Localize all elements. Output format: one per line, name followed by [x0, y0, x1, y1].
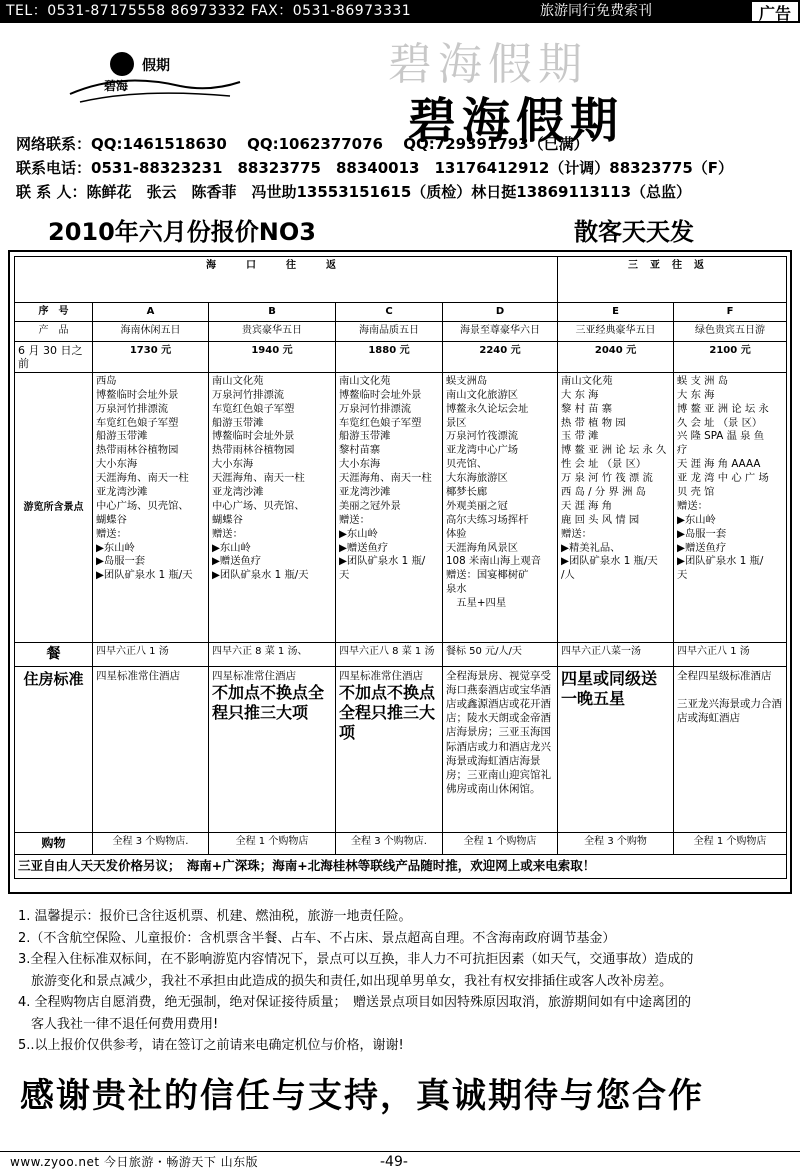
sight-item: ▶东山岭	[212, 541, 251, 554]
sight-item: ▶岛服一套	[96, 555, 146, 568]
sight-item: 船游玉带滩	[339, 430, 391, 443]
ad-tag: 广告	[750, 0, 800, 23]
sight-item: 中心广场、贝壳馆、	[96, 499, 189, 512]
sight-item: ▶赠送鱼疗	[677, 541, 727, 554]
sight-item: 天	[677, 569, 688, 582]
closing-slogan: 感谢贵社的信任与支持，真诚期待与您合作	[20, 1076, 704, 1116]
note-line: 2.（不含航空保险、儿童报价：含机票含半餐、占车、不占床、景点超高自理。不含海南政府调节基金）	[18, 930, 616, 946]
sight-item: 南山文化苑	[561, 374, 613, 387]
sight-item: 大小东海	[339, 458, 381, 471]
contact-qq: 网络联系：QQ:1461518630 QQ:1062377076 QQ:729391793（已满）	[16, 135, 589, 153]
product-name: 绿色贵宾五日游	[674, 321, 787, 341]
sight-item: 兴 隆 SPA 温 泉 鱼	[677, 430, 765, 443]
sight-item: 疗	[677, 444, 688, 457]
price: 2040 元	[558, 341, 674, 372]
sight-item: 大 东 海	[561, 388, 599, 401]
headline-row	[0, 212, 800, 248]
sight-item: ▶东山岭	[96, 541, 135, 554]
hotel-cell	[558, 666, 674, 832]
sight-item: 天涯海角、南天一柱	[212, 472, 305, 485]
meal: 四早六正八 1 汤	[93, 642, 209, 666]
meal: 四早六正 8 菜 1 汤、	[209, 642, 336, 666]
top-guide: 旅游同行免费索刊	[540, 3, 652, 19]
hotel-text: 全程海景房、视觉享受海口燕泰酒店或宝华酒店或鑫源酒店或花开酒店；陵水天朗或金帝酒店海景房；三亚玉海国际酒店或力和酒店龙兴海景或海虹酒店海景房；三亚南山迎宾馆礼佛房或南山休闲馆。	[446, 669, 551, 796]
sights-cell	[93, 372, 209, 642]
shop: 全程 3 个购物店.	[93, 832, 209, 854]
sight-item: 车览红色娘子军塑	[339, 416, 422, 429]
sight-item: ▶东山岭	[677, 513, 716, 526]
sight-item: 赠送：国宴椰树矿	[446, 569, 529, 582]
sight-item: 泉水	[446, 583, 467, 596]
row-label-hotel: 住房标准	[15, 666, 93, 832]
hotel-highlight: 不加点不换点全程只推三大项	[212, 682, 325, 722]
hotel-highlight: 四星或同级送一晚五星	[561, 668, 658, 708]
sight-item: 船游玉带滩	[212, 416, 264, 429]
top-contact: TEL：0531-87175558 86973332 FAX：0531-86973331	[6, 3, 412, 19]
sight-item: 赠送：	[339, 513, 370, 526]
note-line: 旅游变化和景点减少，我社不承担由此造成的损失和责任,如出现单男单女，我社有权安排插住或客人改补房差。	[18, 973, 673, 989]
product-name: 海南休闲五日	[93, 321, 209, 341]
sights-cell	[443, 372, 558, 642]
col-letter: A	[93, 303, 209, 322]
sight-item: 蝴蝶谷	[96, 513, 127, 526]
shop: 全程 3 个购物	[558, 832, 674, 854]
sight-item: ▶团队矿泉水 1 瓶/天	[212, 569, 309, 582]
sight-item: 博 鳌 亚 洲 论 坛 永 久	[561, 444, 667, 457]
hotel-text: 四星标准常住酒店	[339, 669, 423, 682]
sight-item: 赠送：	[677, 499, 708, 512]
sight-item: 美丽之冠外景	[339, 499, 401, 512]
note-line: 4. 全程购物店自愿消费，绝无强制，绝对保证接待质量； 赠送景点项目如因特殊原因取消，旅游期间如有中途离团的	[18, 995, 692, 1010]
sight-item: 天	[339, 569, 350, 582]
top-bar	[0, 0, 800, 23]
hotel-cell	[443, 666, 558, 832]
price-title: 2010年六月份报价NO3	[48, 218, 316, 246]
sight-item: 万 泉 河 竹 筏 漂 流	[561, 472, 653, 485]
sight-item: 热带雨林谷植物园	[212, 444, 295, 457]
sight-item: 天涯海角风景区	[446, 541, 519, 554]
hotel-highlight: 不加点不换点全程只推三大项	[339, 682, 436, 742]
sight-item: 贝壳馆、	[446, 458, 488, 471]
contact-phone: 联系电话：0531-88323231 88323775 88340013 13176412912（计调）88323775（F）	[16, 159, 734, 177]
meal: 餐标 50 元/人/天	[443, 642, 558, 666]
sight-item: /人	[561, 569, 575, 582]
product-name: 贵宾豪华五日	[209, 321, 336, 341]
sight-item: ▶团队矿泉水 1 瓶/	[339, 555, 426, 568]
sight-item: 高尔夫练习场挥杆	[446, 513, 529, 526]
sight-item: 热带雨林谷植物园	[96, 444, 179, 457]
price: 2240 元	[443, 341, 558, 372]
sight-item: 椰梦长廊	[446, 486, 488, 498]
sight-item: 赠送：	[96, 527, 127, 540]
brand-title: 碧海假期	[408, 93, 625, 149]
product-name: 三亚经典豪华五日	[558, 321, 674, 341]
sight-item: 大小东海	[212, 458, 254, 471]
col-letter: B	[209, 303, 336, 322]
hotel-cell	[93, 666, 209, 832]
sight-item: 万泉河竹排漂流	[339, 402, 412, 415]
sight-item: ▶赠送鱼疗	[212, 555, 262, 568]
sight-item: 黎村苗寨	[339, 444, 381, 457]
sight-item: 南山文化苑	[212, 374, 264, 387]
sight-item: 大小东海	[96, 458, 138, 471]
sight-item: 蜈 支 洲 岛	[677, 374, 729, 387]
sight-item: 西 岛 / 分 界 洲 岛	[561, 486, 646, 498]
sight-item: 船游玉带滩	[96, 430, 148, 443]
brand-shadow: 碧海假期	[388, 39, 588, 90]
sight-item: 热 带 植 物 园	[561, 416, 626, 429]
footer	[0, 1151, 800, 1171]
sight-item: 车览红色娘子军塑	[96, 416, 179, 429]
sight-item: 亚龙湾沙滩	[212, 486, 264, 498]
meal: 四早六正八菜一汤	[558, 642, 674, 666]
sight-item: 博鳌临时会址外景	[339, 388, 422, 401]
sight-item: ▶岛服一套	[677, 527, 727, 540]
col-letter: C	[336, 303, 443, 322]
sight-item: ▶赠送鱼疗	[339, 541, 389, 554]
hotel-text: 全程四星级标准酒店 三亚龙兴海景或力合酒店或海虹酒店	[677, 669, 783, 725]
sight-item: 蜈支洲岛	[446, 374, 488, 387]
sights-cell	[674, 372, 787, 642]
quote-table	[14, 256, 787, 879]
sight-item: 亚龙湾沙滩	[339, 486, 391, 498]
logo-text-1: 假期	[142, 58, 170, 74]
sight-item: 天 涯 海 角 AAAA	[677, 458, 761, 471]
haikou-header: 海口往返	[15, 257, 558, 303]
sight-item: 博鳌永久论坛会址	[446, 402, 529, 415]
meal: 四早六正八 1 汤	[674, 642, 787, 666]
row-label-sights: 游览所含景点	[15, 372, 93, 642]
sight-item: 鹿 回 头 风 情 园	[561, 513, 640, 526]
sight-item: 万泉河竹排漂流	[96, 402, 169, 415]
sight-item: 体验	[446, 527, 467, 540]
note-line: 客人我社一律不退任何费用费用!	[18, 1016, 219, 1032]
sight-item: ▶团队矿泉水 1 瓶/天	[96, 569, 193, 582]
shop: 全程 1 个购物店	[443, 832, 558, 854]
row-label-price: 6 月 30 日之前	[15, 341, 93, 372]
sight-item: 久 会 址 （景 区）	[677, 416, 763, 429]
sight-item: ▶团队矿泉水 1 瓶/	[677, 555, 764, 568]
sight-item: 景区	[446, 416, 467, 429]
shop: 全程 1 个购物店	[674, 832, 787, 854]
hotel-cell	[336, 666, 443, 832]
sight-item: 五星+四星	[446, 597, 507, 610]
sight-item: 中心广场、贝壳馆、	[212, 499, 305, 512]
hotel-cell	[674, 666, 787, 832]
sights-cell	[558, 372, 674, 642]
sight-item: 蝴蝶谷	[212, 513, 243, 526]
sight-item: 博 鳌 亚 洲 论 坛 永	[677, 402, 769, 415]
row-label-product: 产 品	[15, 321, 93, 341]
sight-item: 西岛	[96, 374, 117, 387]
sight-item: 博鳌临时会址外景	[96, 388, 179, 401]
sight-item: 玉 带 滩	[561, 430, 599, 443]
sight-item: 南山文化旅游区	[446, 388, 519, 401]
hotel-cell	[209, 666, 336, 832]
notes	[18, 906, 798, 1057]
sight-item: 天涯海角、南天一柱	[96, 472, 189, 485]
sight-item: 天 涯 海 角	[561, 499, 613, 512]
contact-people: 联 系 人：陈鲜花 张云 陈香菲 冯世助13553151615（质检）林日挺13869113113（总监）	[16, 183, 692, 201]
sight-item: 万泉河竹筏漂流	[446, 430, 519, 443]
sight-item: 108 米南山海上观音	[446, 555, 542, 568]
logo-text-2: 碧海	[104, 79, 129, 93]
row-label-no: 序 号	[15, 303, 93, 322]
sight-item: 博鳌临时会址外景	[212, 430, 295, 443]
price: 1730 元	[93, 341, 209, 372]
note-line: 3.全程入住标准双标间，在不影响游览内容情况下，景点可以互换，非人力不可抗拒因素（如天气，交通事故）造成的	[18, 952, 694, 967]
row-label-meal: 餐	[15, 642, 93, 666]
sight-item: 赠送：	[561, 527, 592, 540]
sights-cell	[209, 372, 336, 642]
hotel-text: 四星标准常住酒店	[212, 669, 296, 682]
sight-item: ▶东山岭	[339, 527, 378, 540]
product-name: 海景至尊豪华六日	[443, 321, 558, 341]
footer-site: www.zyoo.net 今日旅游・畅游天下 山东版	[10, 1155, 259, 1169]
sight-item: 黎 村 苗 寨	[561, 402, 613, 415]
summary-line: 三亚自由人天天发价格另议； 海南+广深珠；海南+北海桂林等联线产品随时推，欢迎网上或来电索取！	[15, 854, 787, 878]
sight-item: 亚龙湾中心广场	[446, 444, 519, 457]
sight-item: 大东海旅游区	[446, 472, 508, 485]
sight-item: 车览红色娘子军塑	[212, 402, 295, 415]
sight-item: 贝 壳 馆	[677, 486, 715, 498]
sanya-header: 三亚往返	[558, 257, 787, 303]
shop: 全程 3 个购物店.	[336, 832, 443, 854]
page-number: -49-	[380, 1154, 408, 1170]
company-logo	[60, 42, 250, 112]
sight-item: 性 会 址 （景 区）	[561, 458, 647, 471]
sight-item: 亚龙湾沙滩	[96, 486, 148, 498]
hotel-text: 四星标准常住酒店	[96, 669, 180, 682]
col-letter: D	[443, 303, 558, 322]
sight-item: 赠送：	[212, 527, 243, 540]
sight-item: 南山文化苑	[339, 374, 391, 387]
sight-item: 亚 龙 湾 中 心 广 场	[677, 472, 769, 485]
daily-departure: 散客天天发	[574, 218, 694, 246]
shop: 全程 1 个购物店	[209, 832, 336, 854]
price: 2100 元	[674, 341, 787, 372]
product-name: 海南品质五日	[336, 321, 443, 341]
sight-item: 大 东 海	[677, 388, 715, 401]
price: 1940 元	[209, 341, 336, 372]
sights-cell	[336, 372, 443, 642]
sight-item: 万泉河竹排漂流	[212, 388, 285, 401]
sight-item: 天涯海角、南天一柱	[339, 472, 432, 485]
sight-item: 外观美丽之冠	[446, 499, 508, 512]
col-letter: E	[558, 303, 674, 322]
price: 1880 元	[336, 341, 443, 372]
row-label-shop: 购物	[15, 832, 93, 854]
meal: 四早六正八 8 菜 1 汤	[336, 642, 443, 666]
col-letter: F	[674, 303, 787, 322]
note-line: 1. 温馨提示：报价已含往返机票、机建、燃油税，旅游一地责任险。	[18, 909, 412, 924]
sight-item: ▶团队矿泉水 1 瓶/天	[561, 555, 658, 568]
note-line: 5..以上报价仅供参考，请在签订之前请来电确定机位与价格，谢谢!	[18, 1038, 404, 1053]
sight-item: ▶精美礼品、	[561, 541, 621, 554]
